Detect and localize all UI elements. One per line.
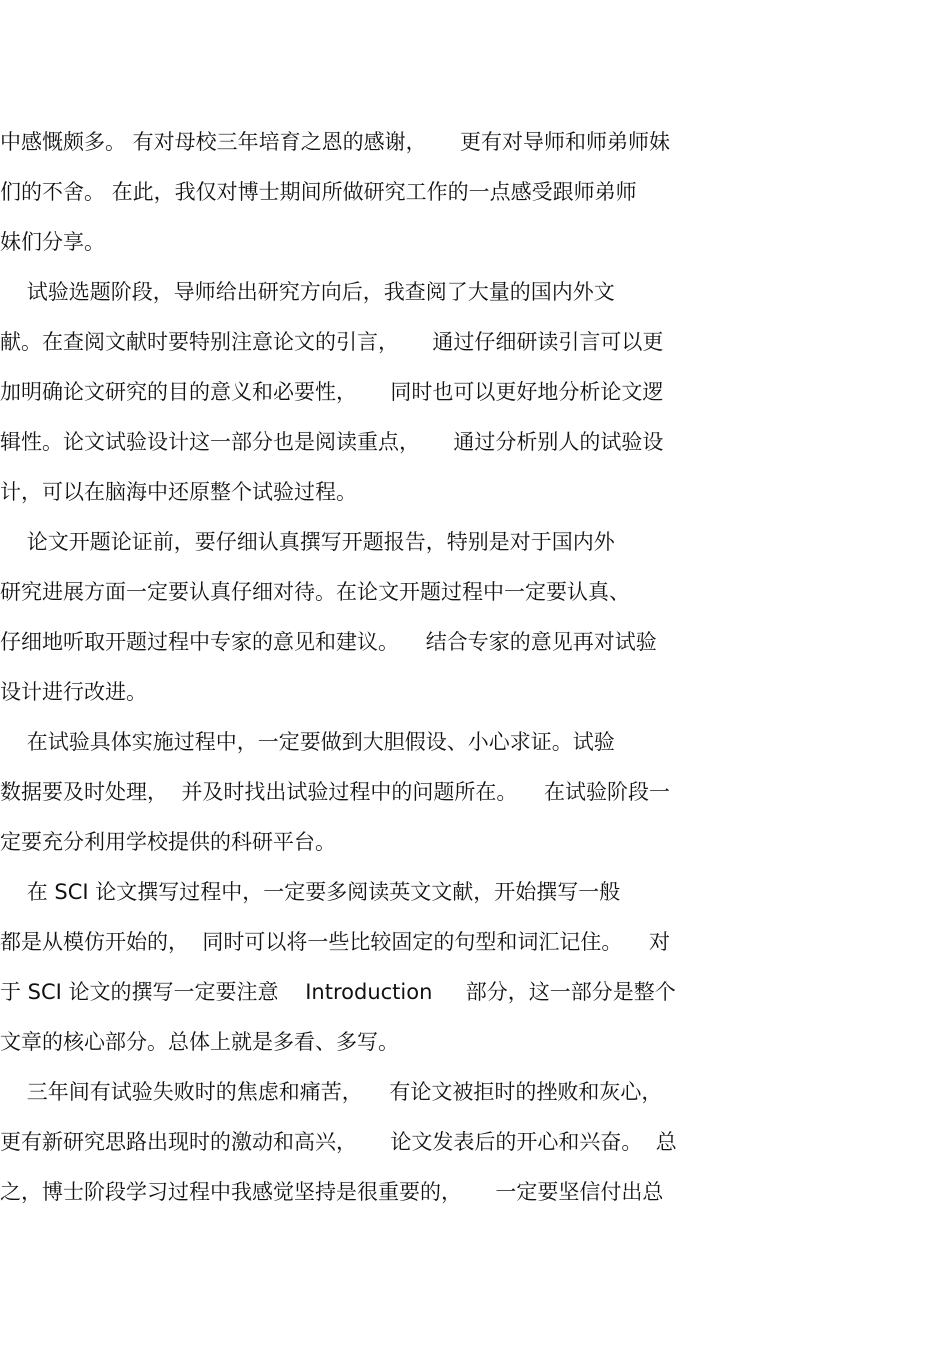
text-line: 仔细地听取开题过程中专家的意见和建议。 结合专家的意见再对试验	[0, 630, 657, 654]
text-line: 论文开题论证前，要仔细认真撰写开题报告，特别是对于国内外	[0, 530, 615, 554]
text-line: 更有新研究思路出现时的激动和高兴， 论文发表后的开心和兴奋。 总	[0, 1130, 677, 1154]
text-line: 辑性。论文试验设计这一部分也是阅读重点， 通过分析别人的试验设	[0, 430, 664, 454]
text-line: 妹们分享。	[0, 230, 105, 254]
text-line: 三年间有试验失败时的焦虑和痛苦， 有论文被拒时的挫败和灰心，	[0, 1080, 663, 1104]
text-line: 数据要及时处理， 并及时找出试验过程中的问题所在。 在试验阶段一	[0, 780, 671, 804]
text-line: 加明确论文研究的目的意义和必要性， 同时也可以更好地分析论文逻	[0, 380, 664, 404]
text-line: 在 SCI 论文撰写过程中，一定要多阅读英文文献，开始撰写一般	[0, 880, 621, 904]
text-line: 在试验具体实施过程中，一定要做到大胆假设、小心求证。试验	[0, 730, 615, 754]
text-line: 献。在查阅文献时要特别注意论文的引言， 通过仔细研读引言可以更	[0, 330, 664, 354]
text-line: 研究进展方面一定要认真仔细对待。在论文开题过程中一定要认真、	[0, 580, 630, 604]
text-line: 于 SCI 论文的撰写一定要注意 Introduction 部分，这一部分是整个	[0, 980, 676, 1004]
text-line: 设计进行改进。	[0, 680, 147, 704]
text-line: 都是从模仿开始的， 同时可以将一些比较固定的句型和词汇记住。 对	[0, 930, 671, 954]
text-line: 之，博士阶段学习过程中我感觉坚持是很重要的， 一定要坚信付出总	[0, 1180, 664, 1204]
text-line: 们的不舍。 在此，我仅对博士期间所做研究工作的一点感受跟师弟师	[0, 180, 637, 204]
text-line: 文章的核心部分。总体上就是多看、多写。	[0, 1030, 399, 1054]
text-line: 计，可以在脑海中还原整个试验过程。	[0, 480, 357, 504]
text-line: 中感慨颇多。 有对母校三年培育之恩的感谢， 更有对导师和师弟师妹	[0, 130, 671, 154]
text-line: 试验选题阶段，导师给出研究方向后，我查阅了大量的国内外文	[0, 280, 615, 304]
text-line: 定要充分利用学校提供的科研平台。	[0, 830, 336, 854]
